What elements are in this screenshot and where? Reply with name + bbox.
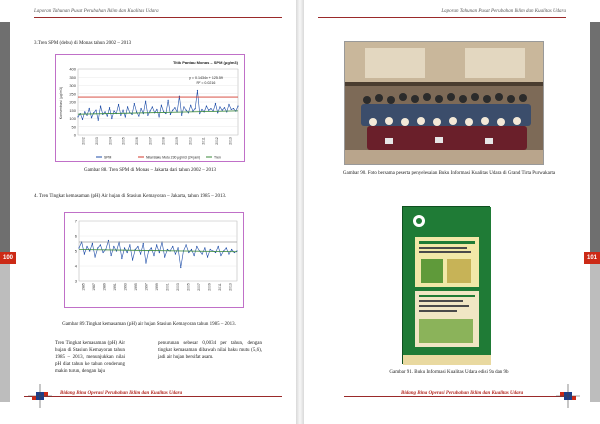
right-page: [304, 0, 600, 424]
data-point: [124, 247, 125, 248]
data-point: [190, 105, 191, 106]
y-tick-label: 4: [74, 263, 77, 269]
y-tick-label: 150: [69, 107, 76, 113]
data-point: [161, 105, 162, 106]
data-point: [127, 252, 128, 253]
data-point: [129, 244, 130, 245]
data-point: [156, 109, 157, 110]
data-point: [127, 106, 128, 107]
page-number: 101: [584, 252, 600, 264]
data-point: [217, 112, 218, 113]
figure-88-caption: Gambar 88. Tren SPM di Monas – Jakarta dari tahun 2002 – 2013: [83, 168, 217, 173]
data-point: [159, 116, 160, 117]
x-tick-label: 2002: [81, 137, 86, 145]
x-tick-label: 2007: [148, 137, 153, 145]
data-point: [109, 107, 110, 108]
data-point: [196, 246, 197, 247]
data-point: [210, 108, 211, 109]
legend-label: SPM: [104, 155, 112, 160]
data-point: [134, 103, 135, 104]
data-point: [156, 244, 157, 245]
data-point: [197, 90, 198, 91]
figure-89-caption: Gambar 89.Tingkat kemasaman (pH) air hujan Stasiun Kemayoran tahun 1985 – 2013.: [62, 322, 236, 327]
data-point: [177, 247, 178, 248]
x-tick-label: 2011: [218, 283, 223, 291]
data-point: [136, 111, 137, 112]
data-point: [228, 104, 229, 105]
data-point: [175, 253, 176, 254]
data-point: [174, 107, 175, 108]
report-cover-image: [403, 207, 491, 365]
data-point: [188, 252, 189, 253]
chart-spm-svg: [56, 55, 246, 163]
data-point: [125, 116, 126, 117]
data-point: [113, 246, 114, 247]
data-point: [208, 110, 209, 111]
data-point: [210, 249, 211, 250]
running-head: Laporan Tahunan Pusat Perubahan Iklim dan Kualitas Udara: [441, 9, 566, 14]
data-point: [218, 246, 219, 247]
data-point: [233, 108, 234, 109]
data-point: [92, 243, 93, 244]
footer-rule: [24, 396, 282, 397]
data-point: [89, 250, 90, 251]
y-tick-label: 7: [74, 218, 77, 224]
section-heading-ph: 4. Tren Tingkat kemasaman (pH) Air hujan di Stasiun Kemayoran – Jakarta, tahun 1985 – 2013.: [34, 194, 227, 199]
data-point: [140, 108, 141, 109]
trend-r-squared: R² = 0.0216: [196, 81, 216, 85]
data-point: [95, 110, 96, 111]
x-tick-label: 2001: [165, 283, 170, 291]
y-tick-label: 0: [73, 132, 76, 138]
side-bar-dark: [590, 22, 600, 252]
side-bar-light: [590, 252, 600, 402]
x-tick-label: 2005: [186, 283, 191, 291]
x-tick-label: 2005: [121, 137, 126, 145]
data-point: [172, 110, 173, 111]
footer-text: Bidang Bina Operasi Perubahan Iklim dan Kualitas Udara: [60, 391, 183, 396]
report-cover: [402, 206, 490, 364]
data-point: [172, 246, 173, 247]
x-tick-label: 2003: [176, 283, 181, 291]
y-tick-label: 300: [69, 83, 76, 88]
x-tick-label: 1999: [155, 283, 159, 291]
data-point: [120, 115, 121, 116]
data-point: [132, 259, 133, 260]
data-point: [111, 118, 112, 119]
data-point: [91, 117, 92, 118]
data-point: [199, 113, 200, 114]
data-point: [86, 246, 87, 247]
data-point: [111, 255, 112, 256]
data-point: [107, 115, 108, 116]
data-point: [94, 256, 95, 257]
data-point: [150, 110, 151, 111]
data-point: [215, 252, 216, 253]
y-tick-label: 400: [69, 66, 76, 72]
footer-text: Bidang Bina Operasi Perubahan Iklim dan Kualitas Udara: [401, 391, 524, 396]
chart-ph-svg: [65, 213, 245, 309]
footer-rule: [344, 396, 576, 397]
chart-spm-monas: [55, 54, 245, 162]
data-point: [98, 120, 99, 121]
x-tick-label: 1985: [81, 283, 86, 291]
running-head: Laporan Tahunan Pusat Perubahan Iklim dan Kualitas Udara: [34, 9, 159, 14]
x-tick-label: 2007: [197, 283, 202, 291]
data-point: [153, 255, 154, 256]
data-point: [159, 252, 160, 253]
x-tick-label: 1995: [133, 283, 138, 291]
x-tick-label: 1997: [144, 283, 149, 291]
x-tick-label: 2006: [135, 137, 139, 145]
data-point: [226, 247, 227, 248]
data-point: [143, 243, 144, 244]
x-tick-label: 2004: [108, 137, 113, 145]
data-point: [195, 108, 196, 109]
data-point: [186, 244, 187, 245]
x-tick-label: 2011: [201, 137, 206, 145]
data-point: [137, 246, 138, 247]
chart-title: Titik Pantau Monas – SPM (μg/m3): [172, 60, 238, 65]
data-point: [165, 113, 166, 114]
y-axis-label: Konsentrasi (μg/m3): [59, 86, 63, 120]
data-point: [201, 109, 202, 110]
data-point: [145, 101, 146, 102]
data-point: [78, 247, 79, 248]
data-point: [179, 96, 180, 97]
y-tick-label: 200: [69, 99, 76, 105]
data-point: [140, 253, 141, 254]
data-point: [113, 110, 114, 111]
corner-ornament-icon: [28, 384, 52, 408]
data-point: [103, 252, 104, 253]
data-point: [180, 267, 181, 268]
data-point: [108, 240, 109, 241]
data-point: [231, 249, 232, 250]
y-tick-label: 3: [74, 278, 77, 284]
x-tick-label: 2003: [95, 137, 99, 145]
chart-ph-kemayoran: [64, 212, 244, 308]
data-point: [100, 106, 101, 107]
data-point: [131, 114, 132, 115]
y-tick-label: 5: [74, 248, 77, 254]
left-page: [0, 0, 296, 424]
data-point: [86, 115, 87, 116]
data-point: [191, 249, 192, 250]
x-tick-label: 2010: [188, 137, 193, 145]
data-point: [164, 256, 165, 257]
corner-ornament-icon: [556, 384, 580, 408]
x-tick-label: 2013: [228, 283, 233, 291]
data-point: [231, 109, 232, 110]
trend-equation: y = 0.1434x + 125.59: [189, 76, 223, 80]
data-point: [207, 256, 208, 257]
y-tick-label: 100: [69, 116, 76, 121]
body-paragraph-col2: penurunan sebesar 0,0034 per tahun, dengan tingkat kemasaman dibawah nilai baku mutu (5,6), jadi air hujan bersifat asam.: [158, 341, 262, 360]
data-point: [121, 258, 122, 259]
data-point: [152, 106, 153, 107]
legend-label: Nilai Baku Mutu 230 μg/m3 (24 jam): [146, 155, 201, 160]
header-rule: [34, 17, 282, 18]
data-point: [183, 106, 184, 107]
data-point: [93, 112, 94, 113]
data-point: [82, 119, 83, 120]
x-tick-label: 2008: [161, 137, 166, 145]
data-point: [186, 110, 187, 111]
data-point: [147, 115, 148, 116]
data-point: [228, 253, 229, 254]
legend-label: Tren: [214, 155, 221, 160]
data-point: [104, 111, 105, 112]
data-point: [77, 116, 78, 117]
data-point: [100, 244, 101, 245]
book-spine: [296, 0, 304, 424]
data-point: [237, 106, 238, 107]
side-bar-light: [0, 252, 10, 402]
y-tick-label: 350: [69, 74, 76, 80]
page-number: 100: [0, 252, 16, 264]
data-point: [84, 111, 85, 112]
y-tick-label: 50: [71, 124, 76, 130]
data-point: [122, 110, 123, 111]
body-paragraph-col1: Tren Tingkat kemasaman (pH) Air hujan di Stasiun Kemayoran tahun 1985 – 2013, menunjukkan nilai pH diat tahun ke tahun cenderung makin turun, dengan laju: [55, 341, 125, 374]
header-rule: [318, 17, 566, 18]
x-tick-label: 1991: [112, 283, 117, 291]
data-point: [116, 250, 117, 251]
data-point: [220, 255, 221, 256]
data-point: [202, 253, 203, 254]
data-point: [206, 106, 207, 107]
x-tick-label: 1993: [123, 283, 128, 291]
data-point: [168, 100, 169, 101]
data-point: [194, 255, 195, 256]
group-photo-image: [345, 42, 544, 165]
figure-91-caption: Gambar 91. Buku Informasi Kualitas Udara edisi 9a dan 9b: [389, 370, 509, 375]
x-tick-label: 1989: [102, 283, 107, 291]
data-point: [170, 114, 171, 115]
data-point: [151, 247, 152, 248]
data-point: [84, 253, 85, 254]
data-point: [215, 103, 216, 104]
data-point: [224, 107, 225, 108]
x-tick-label: 1987: [91, 283, 96, 291]
side-bar-dark: [0, 22, 10, 252]
data-point: [118, 104, 119, 105]
group-photo: [344, 41, 544, 165]
x-tick-label: 2009: [175, 137, 179, 145]
y-tick-label: 250: [69, 91, 76, 97]
x-tick-label: 2009: [207, 283, 212, 291]
data-point: [219, 106, 220, 107]
section-heading-spm: 3.Tren SPM (debu) di Monas tahun 2002 – 2013: [34, 41, 132, 46]
y-tick-label: 6: [74, 233, 77, 239]
data-point: [204, 247, 205, 248]
data-point: [138, 115, 139, 116]
figure-90-caption: Gambar 90. Foto bersama peserta penyelesaian Buku Informasi Kualitas Udara di Grand Tirta Purwakarta: [342, 171, 556, 176]
data-point: [89, 108, 90, 109]
data-point: [222, 110, 223, 111]
data-point: [167, 249, 168, 250]
x-tick-label: 2013: [228, 137, 233, 145]
data-point: [97, 247, 98, 248]
x-tick-label: 2012: [215, 137, 219, 145]
data-point: [181, 115, 182, 116]
data-point: [145, 262, 146, 263]
